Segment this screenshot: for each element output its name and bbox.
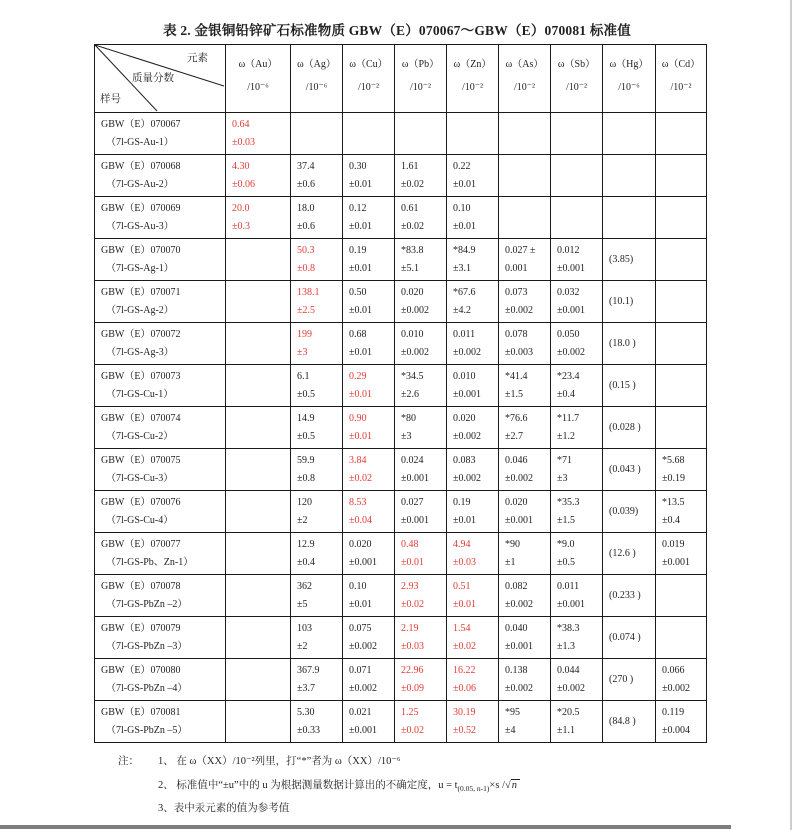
value-cell [226,323,291,365]
value-cell: 0.90 ±0.01 [343,407,395,449]
corner-label-element: 元素 [187,53,208,64]
value-cell [226,659,291,701]
value-cell: 0.075 ±0.002 [343,617,395,659]
value-cell [226,575,291,617]
value-cell: 0.138 ±0.002 [499,659,551,701]
value-cell: 0.032 ±0.001 [551,281,603,323]
table-row [95,239,707,281]
value-cell: 0.22 ±0.01 [447,155,499,197]
value-cell [226,239,291,281]
sample-id-cell: GBW（E）070073 （7l-GS-Cu-1） [95,365,226,407]
value-cell [447,113,499,155]
column-header: ω（As） /10⁻² [499,45,551,113]
sample-id-cell: GBW（E）070068 （7l-GS-Au-2） [95,155,226,197]
value-cell: *9.0 ±0.5 [551,533,603,575]
table-row [95,449,707,491]
value-cell: 0.012 ±0.001 [551,239,603,281]
column-header: ω（Sb） /10⁻² [551,45,603,113]
corner-cell [95,45,226,113]
value-cell: 0.30 ±0.01 [343,155,395,197]
value-cell: 0.12 ±0.01 [343,197,395,239]
value-cell: 37.4 ±0.6 [291,155,343,197]
value-cell: 0.64 ±0.03 [226,113,291,155]
sample-id-cell: GBW（E）070079 （7l-GS-PbZn –3） [95,617,226,659]
value-cell: 22.96 ±0.09 [395,659,447,701]
value-cell [656,323,707,365]
value-cell: *76.6 ±2.7 [499,407,551,449]
value-cell [656,575,707,617]
value-cell: *90 ±1 [499,533,551,575]
value-cell: 4.30 ±0.06 [226,155,291,197]
value-cell: 0.48 ±0.01 [395,533,447,575]
value-cell: (18.0 ) [603,323,656,365]
table-row [95,113,707,155]
value-cell: 0.10 ±0.01 [343,575,395,617]
value-cell [603,113,656,155]
page-title: 表 2. 金银铜铅锌矿石标准物质 GBW（E）070067～GBW（E）070081 标准值 [163,23,631,38]
value-cell: 199 ±3 [291,323,343,365]
value-cell [291,113,343,155]
value-cell [226,701,291,743]
value-cell: 0.011 ±0.001 [551,575,603,617]
table-row [95,365,707,407]
value-cell: 2.93 ±0.02 [395,575,447,617]
sample-id-cell: GBW（E）070080 （7l-GS-PbZn –4） [95,659,226,701]
table-row [95,659,707,701]
page-edge-line [790,0,792,830]
value-cell [656,407,707,449]
value-cell [656,617,707,659]
value-cell: 0.68 ±0.01 [343,323,395,365]
column-header: ω（Pb） /10⁻² [395,45,447,113]
column-header: ω（Ag） /10⁻⁶ [291,45,343,113]
value-cell: *23.4 ±0.4 [551,365,603,407]
table-row [95,323,707,365]
value-cell: *35.3 ±1.5 [551,491,603,533]
value-cell: *84.9 ±3.1 [447,239,499,281]
sample-id-cell: GBW（E）070081 （7l-GS-PbZn –5） [95,701,226,743]
value-cell: 8.53 ±0.04 [343,491,395,533]
value-cell: (84.8 ) [603,701,656,743]
value-cell: 0.078 ±0.003 [499,323,551,365]
value-cell: 12.9 ±0.4 [291,533,343,575]
value-cell: *5.68 ±0.19 [656,449,707,491]
value-cell: 0.011 ±0.002 [447,323,499,365]
value-cell [226,449,291,491]
value-cell: (0.074 ) [603,617,656,659]
value-cell [226,533,291,575]
value-cell: 0.61 ±0.02 [395,197,447,239]
page-bottom-bar [0,825,731,829]
corner-label-mass-fraction: 质量分数 [132,73,174,84]
value-cell: 1.25 ±0.02 [395,701,447,743]
value-cell [226,407,291,449]
value-cell: *13.5 ±0.4 [656,491,707,533]
header-row [95,45,707,113]
value-cell: 0.046 ±0.002 [499,449,551,491]
value-cell: *38.3 ±1.3 [551,617,603,659]
formula-subscript: (0.05, n-1) [457,784,490,794]
table-row [95,155,707,197]
value-cell [226,617,291,659]
value-cell: (3.85) [603,239,656,281]
value-cell: 0.073 ±0.002 [499,281,551,323]
value-cell [551,113,603,155]
footnotes [118,753,738,815]
value-cell: 0.066 ±0.002 [656,659,707,701]
value-cell: 14.9 ±0.5 [291,407,343,449]
value-cell [499,155,551,197]
value-cell [551,155,603,197]
value-cell: 367.9 ±3.7 [291,659,343,701]
note-2 [158,777,738,793]
value-cell: 0.020 ±0.002 [395,281,447,323]
value-cell: *11.7 ±1.2 [551,407,603,449]
value-cell: (10.1) [603,281,656,323]
value-cell [656,113,707,155]
table-row [95,197,707,239]
value-cell: 0.024 ±0.001 [395,449,447,491]
value-cell: 0.19 ±0.01 [343,239,395,281]
value-cell: 0.027 ± 0.001 [499,239,551,281]
value-cell [226,491,291,533]
note-3: 3、表中汞元素的值为参考值 [158,803,290,815]
value-cell: 2.19 ±0.03 [395,617,447,659]
value-cell: 103 ±2 [291,617,343,659]
value-cell: 30.19 ±0.52 [447,701,499,743]
sample-id-cell: GBW（E）070070 （7l-GS-Ag-1） [95,239,226,281]
sample-id-cell: GBW（E）070076 （7l-GS-Cu-4） [95,491,226,533]
value-cell [656,365,707,407]
value-cell: 0.020 ±0.002 [447,407,499,449]
notes-label: 注： [118,756,139,767]
note-2-mid: ×s / [489,780,505,791]
value-cell: 0.044 ±0.002 [551,659,603,701]
value-cell: 0.119 ±0.004 [656,701,707,743]
value-cell [395,113,447,155]
value-cell: 0.019 ±0.001 [656,533,707,575]
value-cell: 0.50 ±0.01 [343,281,395,323]
value-cell: 20.0 ±0.3 [226,197,291,239]
value-cell [343,113,395,155]
value-cell [603,155,656,197]
radicand: n [511,779,520,791]
value-cell: *80 ±3 [395,407,447,449]
value-cell [226,281,291,323]
value-cell: (0.15 ) [603,365,656,407]
column-header: ω（Au） /10⁻⁶ [226,45,291,113]
value-cell [551,197,603,239]
value-cell: 0.010 ±0.001 [447,365,499,407]
value-cell: 59.9 ±0.8 [291,449,343,491]
value-cell: 0.29 ±0.01 [343,365,395,407]
value-cell: 5.30 ±0.33 [291,701,343,743]
value-cell: 0.51 ±0.01 [447,575,499,617]
table-row [95,491,707,533]
value-cell: 50.3 ±0.8 [291,239,343,281]
value-cell: *95 ±4 [499,701,551,743]
table-row [95,407,707,449]
value-cell: *71 ±3 [551,449,603,491]
value-cell: 16.22 ±0.06 [447,659,499,701]
note-1: 1、 在 ω（XX）/10⁻²列里，打“*”者为 ω（XX）/10⁻⁶ [158,756,401,767]
note-2-text: 2、 标准值中“±u”中的 u 为根据测量数据计算出的不确定度，u = t [158,780,458,791]
value-cell: 0.082 ±0.002 [499,575,551,617]
sample-id-cell: GBW（E）070074 （7l-GS-Cu-2） [95,407,226,449]
value-cell: *41.4 ±1.5 [499,365,551,407]
column-header: ω（Cd） /10⁻² [656,45,707,113]
value-cell: 18.0 ±0.6 [291,197,343,239]
standards-table [94,44,707,743]
value-cell: 0.050 ±0.002 [551,323,603,365]
value-cell: (0.028 ) [603,407,656,449]
value-cell [226,365,291,407]
table-row [95,617,707,659]
value-cell: 0.010 ±0.002 [395,323,447,365]
value-cell: 1.61 ±0.02 [395,155,447,197]
table-row [95,281,707,323]
value-cell: 0.040 ±0.001 [499,617,551,659]
value-cell: (0.043 ) [603,449,656,491]
value-cell: *83.8 ±5.1 [395,239,447,281]
value-cell: *34.5 ±2.6 [395,365,447,407]
value-cell: 1.54 ±0.02 [447,617,499,659]
sample-id-cell: GBW（E）070067 （7l-GS-Au-1） [95,113,226,155]
value-cell: 3.84 ±0.02 [343,449,395,491]
sample-id-cell: GBW（E）070077 （7l-GS-Pb、Zn-1） [95,533,226,575]
column-header: ω（Zn） /10⁻² [447,45,499,113]
value-cell: 0.10 ±0.01 [447,197,499,239]
value-cell [656,281,707,323]
sample-id-cell: GBW（E）070069 （7l-GS-Au-3） [95,197,226,239]
sample-id-cell: GBW（E）070071 （7l-GS-Ag-2） [95,281,226,323]
value-cell: 0.027 ±0.001 [395,491,447,533]
value-cell: *20.5 ±1.1 [551,701,603,743]
sample-id-cell: GBW（E）070078 （7l-GS-PbZn –2） [95,575,226,617]
sample-id-cell: GBW（E）070075 （7l-GS-Cu-3） [95,449,226,491]
value-cell: (0.233 ) [603,575,656,617]
value-cell: *67.6 ±4.2 [447,281,499,323]
value-cell: 0.020 ±0.001 [343,533,395,575]
column-header: ω（Hg） /10⁻⁶ [603,45,656,113]
corner-label-sample-id: 样号 [100,94,121,105]
value-cell: 0.19 ±0.01 [447,491,499,533]
value-cell: (270 ) [603,659,656,701]
value-cell: 362 ±5 [291,575,343,617]
value-cell [656,155,707,197]
sqrt-expression [505,779,520,791]
radical-sign: √ [504,780,511,791]
table-row [95,575,707,617]
sample-id-cell: GBW（E）070072 （7l-GS-Ag-3） [95,323,226,365]
value-cell [656,239,707,281]
value-cell [603,197,656,239]
value-cell: 6.1 ±0.5 [291,365,343,407]
value-cell: (0.039) [603,491,656,533]
value-cell: 4.94 ±0.03 [447,533,499,575]
table-row [95,701,707,743]
value-cell: (12.6 ) [603,533,656,575]
value-cell: 138.1 ±2.5 [291,281,343,323]
value-cell: 0.020 ±0.001 [499,491,551,533]
value-cell [499,197,551,239]
column-header: ω（Cu） /10⁻² [343,45,395,113]
value-cell: 120 ±2 [291,491,343,533]
table-row [95,533,707,575]
value-cell: 0.083 ±0.002 [447,449,499,491]
value-cell: 0.071 ±0.002 [343,659,395,701]
value-cell [499,113,551,155]
value-cell: 0.021 ±0.001 [343,701,395,743]
value-cell [656,197,707,239]
